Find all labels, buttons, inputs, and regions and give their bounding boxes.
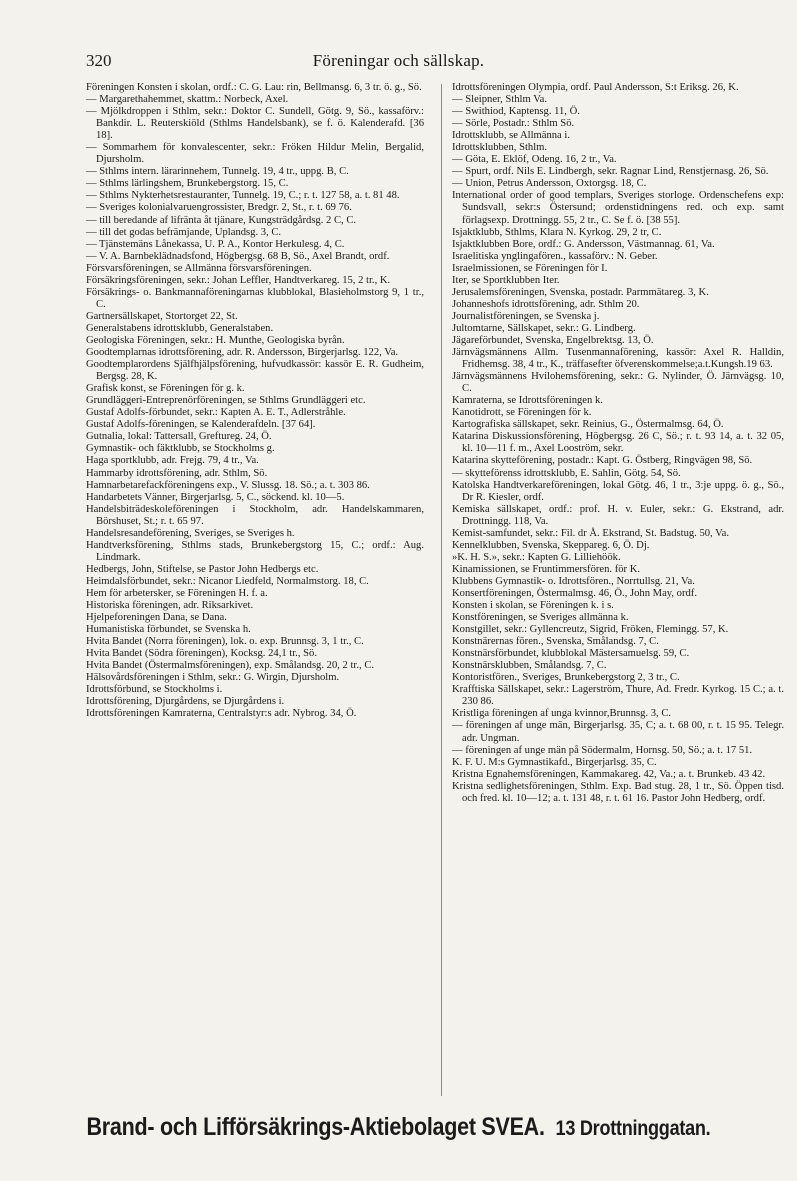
directory-entry: Handarbetets Vänner, Birgerjarlsg. 5, C., söckend. kl. 10—5. (86, 491, 345, 503)
directory-entry: — Swithiod, Kaptensg. 11, Ö. (452, 106, 580, 118)
left-column (86, 82, 424, 720)
directory-entry: — Mjölkdroppen i Sthlm, sekr.: Doktor C. Sundell, Götg. 9, Sö., kassaförv.: Bankdir. L. Reuterskiöld (Sthlms Handelsbank), se f. ö. Kalenderafd. [36 18]. (86, 106, 424, 142)
directory-entry: Gartnersällskapet, Stortorget 22, St. (86, 310, 238, 322)
directory-entry: Kemist-samfundet, sekr.: Fil. dr Å. Ekstrand, St. Badstug. 50, Va. (452, 527, 729, 539)
directory-entry: Krafftiska Sällskapet, sekr.: Lagerström, Thure, Ad. Fredr. Kyrkog. 15 C.; a. t. 230 86. (452, 684, 784, 708)
directory-entry: Idrottsföreningen Olympia, ordf. Paul Andersson, S:t Eriksg. 26, K. (452, 82, 739, 93)
directory-entry: Kristna Egnahemsföreningen, Kammakareg. 42, Va.; a. t. Brunkeb. 43 42. (452, 768, 766, 780)
directory-entry: Konstgillet, sekr.: Gyllencreutz, Sigrid, Fröken, Flemingg. 57, K. (452, 624, 729, 636)
directory-entry: Historiska föreningen, adr. Riksarkivet. (86, 600, 254, 612)
directory-entry: Föreningen Konsten i skolan, ordf.: C. G. Lau: rin, Bellmansg. 6, 3 tr. ö. g., Sö. (86, 82, 422, 93)
directory-entry: Handelsresandeförening, Sveriges, se Sveriges h. (86, 527, 295, 539)
directory-entry: Haga sportklubb, adr. Frejg. 79, 4 tr., Va. (86, 455, 259, 467)
directory-entry: — Tjänstemäns Lånekassa, U. P. A., Kontor Herkulesg. 4, C. (86, 238, 345, 250)
directory-entry: »K. H. S.», sekr.: Kapten G. Lilliehöök. (452, 551, 621, 563)
directory-entry: Grundläggeri-Entreprenörföreningen, se Sthlms Grundläggeri etc. (86, 395, 366, 407)
directory-entry: Isjaktklubben Bore, ordf.: G. Andersson, Västmannag. 61, Va. (452, 238, 715, 250)
directory-entry: — Union, Petrus Andersson, Oxtorgsg. 18, C. (452, 178, 647, 190)
directory-entry: Hjelpeforeningen Dana, se Dana. (86, 612, 227, 624)
directory-entry: — Göta, E. Eklöf, Odeng. 16, 2 tr., Va. (452, 154, 617, 166)
directory-entry: Kartografiska sällskapet, sekr. Reinius, G., Östermalmsg. 64, Ö. (452, 419, 724, 431)
directory-entry: Handelsbiträdeskoleföreningen i Stockholm, adr. Handelskammaren, Börshuset, St.; r. t. 65 97. (86, 503, 424, 527)
directory-entry: Konsten i skolan, se Föreningen k. i s. (452, 600, 614, 612)
directory-entry: Katarina skytteförening, postadr.: Kapt. G. Östberg, Ringvägen 98, Sö. (452, 455, 753, 467)
directory-entry: Grafisk konst, se Föreningen för g. k. (86, 383, 245, 395)
directory-entry: Konstnärernas fören., Svenska, Smålandsg. 7, C. (452, 636, 659, 648)
directory-entry: Gutnalia, lokal: Tattersall, Greftureg. 24, Ö. (86, 431, 272, 443)
directory-entry: Kamraterna, se Idrottsföreningen k. (452, 395, 603, 407)
directory-entry: Katolska Handtverkareföreningen, lokal Götg. 46, 1 tr., 3:je uppg. ö. g., Sö., Dr R. Kiesler, ordf. (452, 479, 784, 503)
directory-entry: — Sommarhem för konvalescenter, sekr.: Fröken Hildur Melin, Bergalid, Djursholm. (86, 142, 424, 166)
directory-entry: Journalistföreningen, se Svenska j. (452, 310, 600, 322)
directory-entry: Kanotidrott, se Föreningen för k. (452, 407, 592, 419)
directory-entry: Goodtemplarordens Själfhjälpsförening, hufvudkassör: kassör E. R. Gudheim, Bergsg. 28, K. (86, 359, 424, 383)
directory-entry: Idrottsklubb, se Allmänna i. (452, 130, 570, 142)
directory-entry: — till det godas befrämjande, Uplandsg. 3, C. (86, 226, 282, 238)
directory-entry: Hvita Bandet (Östermalmsföreningen), exp. Smålandsg. 20, 2 tr., C. (86, 660, 375, 672)
directory-entry: Konsertföreningen, Östermalmsg. 46, Ö., John May, ordf. (452, 587, 697, 599)
directory-entry: — skytteförenss idrottsklubb, E. Sahlin, Götg. 54, Sö. (452, 467, 681, 479)
directory-entry: Idrottsföreningen Kamraterna, Centralstyr:s adr. Nybrog. 34, Ö. (86, 708, 357, 720)
directory-entry: Heimdalsförbundet, sekr.: Nicanor Liedfeld, Normalmstorg. 18, C. (86, 575, 369, 587)
column-divider (441, 84, 442, 1096)
directory-entry: Kristliga föreningen af unga kvinnor,Brunnsg. 3, C. (452, 708, 672, 720)
directory-entry: Israelmissionen, se Föreningen för I. (452, 262, 608, 274)
directory-entry: Kinamissionen, se Fruntimmersfören. för K. (452, 563, 641, 575)
directory-entry: Idrottsförening, Djurgårdens, se Djurgårdens i. (86, 696, 285, 708)
directory-entry: Hem för arbetersker, se Föreningen H. f. a. (86, 587, 268, 599)
directory-entry: Geologiska Föreningen, sekr.: H. Munthe, Geologiska byrån. (86, 334, 345, 346)
directory-entry: Iter, se Sportklubben Iter. (452, 274, 560, 286)
directory-entry: — Sveriges kolonialvaruengrossister, Bredgr. 2, St., r. t. 69 76. (86, 202, 352, 214)
directory-entry: Konstnärsklubben, Smålandsg. 7, C. (452, 660, 607, 672)
directory-entry: Humanistiska förbundet, se Svenska h. (86, 624, 251, 636)
directory-entry: Klubbens Gymnastik- o. Idrottsfören., Norrtullsg. 21, Va. (452, 575, 695, 587)
directory-entry: — Margarethahemmet, skattm.: Norbeck, Axel. (86, 94, 289, 106)
directory-entry: Idrottsklubben, Sthlm. (452, 142, 548, 154)
directory-entry: Försvarsföreningen, se Allmänna försvarsföreningen. (86, 262, 312, 274)
directory-entry: Goodtemplarnas idrottsförening, adr. R. Andersson, Birgerjarlsg. 122, Va. (86, 347, 399, 359)
directory-entry: Jerusalemsföreningen, Svenska, postadr. Parmmätareg. 3, K. (452, 286, 709, 298)
directory-entry: — föreningen af unge män, Birgerjarlsg. 35, C; a. t. 68 00, r. t. 15 95. Telegr. adr. Ungman. (452, 720, 784, 744)
advertisement-banner (56, 1113, 741, 1142)
directory-entry: — Sthlms intern. lärarinnehem, Tunnelg. 19, 4 tr., uppg. B, C. (86, 166, 349, 178)
advertisement-company: Brand- och Lifförsäkrings-Aktiebolaget SVEA. (86, 1113, 545, 1141)
page-number: 320 (86, 51, 112, 70)
right-column (452, 82, 784, 805)
directory-entry: Järnvägsmännens Hvilohemsförening, sekr.: G. Nylinder, Ö. Järnvägsg. 10, C. (452, 371, 784, 395)
running-title: Föreningar och sällskap. (312, 51, 485, 70)
directory-entry: Hamnarbetarefackföreningens exp., V. Slussg. 18. Sö.; a. t. 303 86. (86, 479, 370, 491)
directory-entry: Gymnastik- och fäktklubb, se Stockholms g. (86, 443, 275, 455)
directory-entry: Gustaf Adolfs-förbundet, sekr.: Kapten A. E. T., Adlerstråhle. (86, 407, 346, 419)
directory-entry: Israelitiska ynglingafören., kassaförv.: N. Geber. (452, 250, 658, 262)
directory-entry: Hvita Bandet (Norra föreningen), lok. o. exp. Brunnsg. 3, 1 tr., C. (86, 636, 364, 648)
directory-entry: Kontoristfören., Sveriges, Brunkebergstorg 2, 3 tr., C. (452, 672, 680, 684)
directory-entry: — Sleipner, Sthlm Va. (452, 94, 548, 106)
directory-entry: Kristna sedlighetsföreningen, Sthlm. Exp. Bad stug. 28, 1 tr., Sö. Öppen tisd. och fred. kl. 10—12; a. t. 131 48, r. t. 61 16. Pastor John Hedberg, ordf. (452, 780, 784, 804)
directory-entry: K. F. U. M:s Gymnastikafd., Birgerjarlsg. 35, C. (452, 756, 657, 768)
directory-entry: Gustaf Adolfs-föreningen, se Kalenderafdeln. [37 64]. (86, 419, 316, 431)
directory-entry: International order of good templars, Sveriges storloge. Ordenschefens exp: Sundsvall, sekr:s Östersund; ordenstidningens red. och exp. samt förlagsexp. Drottningg. 55, 2 tr., C. Se f. ö. [38 55]. (452, 190, 784, 226)
directory-entry: Johanneshofs idrottsförening, adr. Sthlm 20. (452, 298, 640, 310)
directory-entry: Kennelklubben, Svenska, Skeppareg. 6, Ö. Dj. (452, 539, 650, 551)
directory-entry: Kemiska sällskapet, ordf.: prof. H. v. Euler, sekr.: G. Ekstrand, adr. Drottningg. 118, Va. (452, 503, 784, 527)
directory-entry: — Sthlms Nykterhetsrestauranter, Tunnelg. 19, C.; r. t. 127 58, a. t. 81 48. (86, 190, 400, 202)
directory-entry: Handtverksförening, Sthlms stads, Brunkebergstorg 15, C.; ordf.: Aug. Lindmark. (86, 539, 424, 563)
directory-entry: — Spurt, ordf. Nils E. Lindbergh, sekr. Ragnar Lind, Renstjernasg. 26, Sö. (452, 166, 769, 178)
directory-entry: Hammarby idrottsförening, adr. Sthlm, Sö. (86, 467, 268, 479)
directory-entry: Försäkrings- o. Bankmannaföreningarnas klubblokal, Blasieholmstorg 9, 1 tr., C. (86, 286, 424, 310)
directory-entry: Hedbergs, John, Stiftelse, se Pastor John Hedbergs etc. (86, 563, 319, 575)
directory-entry: Konstföreningen, se Sveriges allmänna k. (452, 612, 629, 624)
directory-entry: — till beredande af lifränta åt tjänare, Kungsträdgårdsg. 2 C, C. (86, 214, 357, 226)
directory-entry: — Sörle, Postadr.: Sthlm Sö. (452, 118, 575, 130)
directory-entry: Jägareförbundet, Svenska, Engelbrektsg. 13, Ö. (452, 334, 654, 346)
directory-entry: Järnvägsmännens Allm. Tusenmannaförening, kassör: Axel R. Halldin, Fridhemsg. 38, 4 tr., K., träffasefter öfverenskommelse;a.t.Kungsh.19 63. (452, 347, 784, 371)
directory-entry: Idrottsförbund, se Stockholms i. (86, 684, 223, 696)
directory-entry: Generalstabens idrottsklubb, Generalstaben. (86, 322, 274, 334)
directory-entry: Isjaktklubb, Sthlms, Klara N. Kyrkog. 29, 2 tr, C. (452, 226, 662, 238)
directory-entry: Hälsovårdsföreningen i Sthlm, sekr.: G. Wirgin, Djursholm. (86, 672, 340, 684)
directory-entry: Försäkringsföreningen, sekr.: Johan Leffler, Handtverkareg. 15, 2 tr., K. (86, 274, 391, 286)
directory-entry: — Sthlms lärlingshem, Brunkebergstorg. 15, C. (86, 178, 289, 190)
directory-entry: — föreningen af unge män på Södermalm, Hornsg. 50, Sö.; a. t. 17 51. (452, 744, 753, 756)
advertisement-address: 13 Drottninggatan. (555, 1117, 711, 1140)
directory-entry: Katarina Diskussionsförening, Högbergsg. 26 C, Sö.; r. t. 93 14, a. t. 32 05, kl. 10—11 f. m., Axel Looström, sekr. (452, 431, 784, 455)
directory-entry: Jultomtarne, Sällskapet, sekr.: G. Lindberg. (452, 322, 636, 334)
directory-entry: Hvita Bandet (Södra föreningen), Kocksg. 24,1 tr., Sö. (86, 648, 317, 660)
directory-entry: — V. A. Barnbeklädnadsfond, Högbergsg. 68 B, Sö., Axel Brandt, ordf. (86, 250, 390, 262)
directory-entry: Konstnärsförbundet, klubblokal Mästersamuelsg. 59, C. (452, 648, 690, 660)
